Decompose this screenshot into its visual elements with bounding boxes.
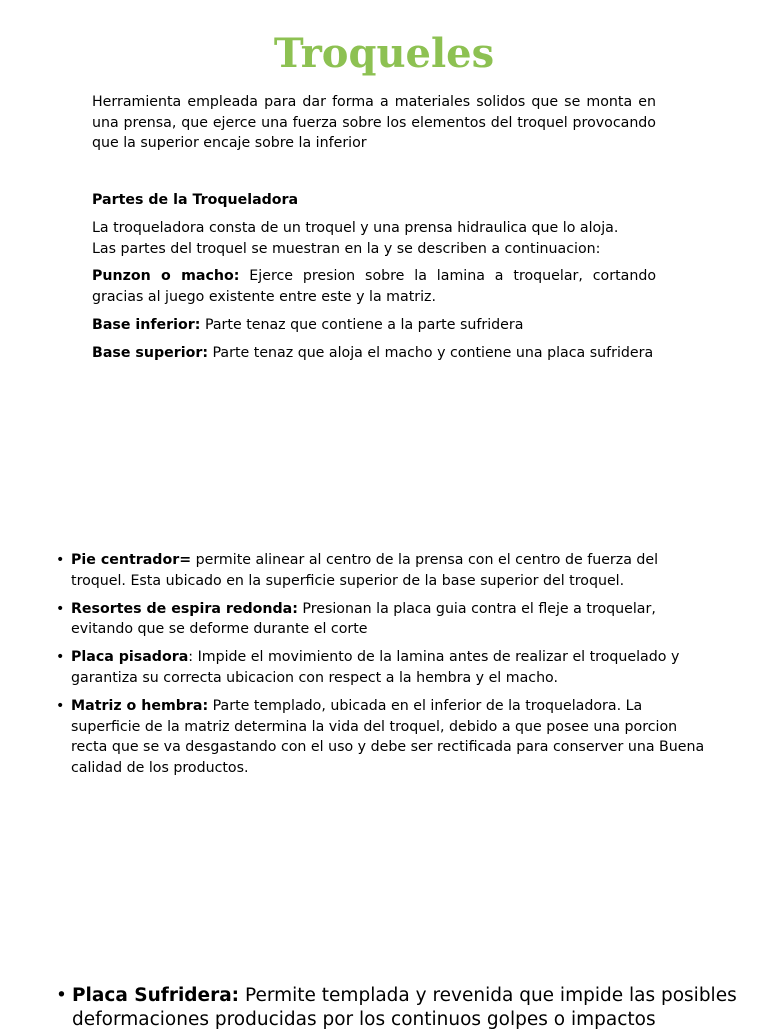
bullet-term: Placa Sufridera: <box>72 985 240 1006</box>
bullet-text: Permite templada y revenida que impide las posibles deformaciones producidas por los continuos golpes o impactos <box>72 985 737 1030</box>
list-item <box>56 696 706 779</box>
list-item <box>56 599 706 641</box>
bullet-text: : Impide el movimiento de la lamina antes de realizar el troquelado y garantiza su correcta ubicacion con respect a la hembra y el macho. <box>71 649 680 686</box>
bullet-term: Resortes de espira redonda: <box>71 600 298 617</box>
part-term: Base superior: <box>92 345 208 361</box>
part-text: Ejerce presion sobre la lamina a troquelar, cortando gracias al juego existente entre este y la matriz. <box>92 268 656 305</box>
bullet-dot-icon: • <box>56 985 67 1006</box>
intro-paragraph: Herramienta empleada para dar forma a materiales solidos que se monta en una prensa, que ejerce una fuerza sobre los elementos del troquel provocando que la superior encaje sobre la inferior <box>92 94 656 151</box>
placa-sufridera-item <box>56 984 752 1032</box>
page-title: Troqueles <box>273 30 495 77</box>
part-text: Parte tenaz que contiene a la parte sufridera <box>200 317 524 333</box>
part-term: Base inferior: <box>92 317 201 333</box>
part-item-base-inferior <box>92 315 656 336</box>
part-text: Parte tenaz que aloja el macho y contiene una placa sufridera <box>208 345 654 361</box>
bullet-dot-icon: • <box>56 552 65 568</box>
bullet-term: Pie centrador= <box>71 552 192 568</box>
parts-intro <box>92 218 656 259</box>
bullet-text: Parte templado, ubicada en el inferior de la troqueladora. La superficie de la matriz determina la vida del troquel, debido a que posee una porcion recta que se va desgastando con el uso y debe ser rectificada para conserver una Buena calidad de los productos. <box>71 697 705 777</box>
parts-heading: Partes de la Troqueladora <box>92 192 299 208</box>
bullet-dot-icon: • <box>56 697 65 714</box>
bullet-dot-icon: • <box>56 600 65 617</box>
part-item-punzon <box>92 266 656 307</box>
list-item <box>56 647 706 689</box>
parts-intro-line-2: Las partes del troquel se muestran en la y se describen a continuacion: <box>92 240 601 257</box>
part-term: Punzon o macho: <box>92 268 240 284</box>
bullet-term: Placa pisadora <box>71 649 189 666</box>
list-item <box>56 550 706 592</box>
bullet-text: permite alinear al centro de la prensa con el centro de fuerza del troquel. Esta ubicado en la superficie superior de la base superior del troquel. <box>71 552 659 589</box>
part-item-base-superior <box>92 343 656 364</box>
parts-intro-line-1: La troqueladora consta de un troquel y una prensa hidraulica que lo aloja. <box>92 220 619 236</box>
bullet-term: Matriz o hembra: <box>71 697 209 714</box>
component-bullet-list <box>56 550 706 786</box>
bullet-dot-icon: • <box>56 649 65 666</box>
bullet-text: Presionan la placa guia contra el fleje a troquelar, evitando que se deforme durante el corte <box>71 600 656 638</box>
